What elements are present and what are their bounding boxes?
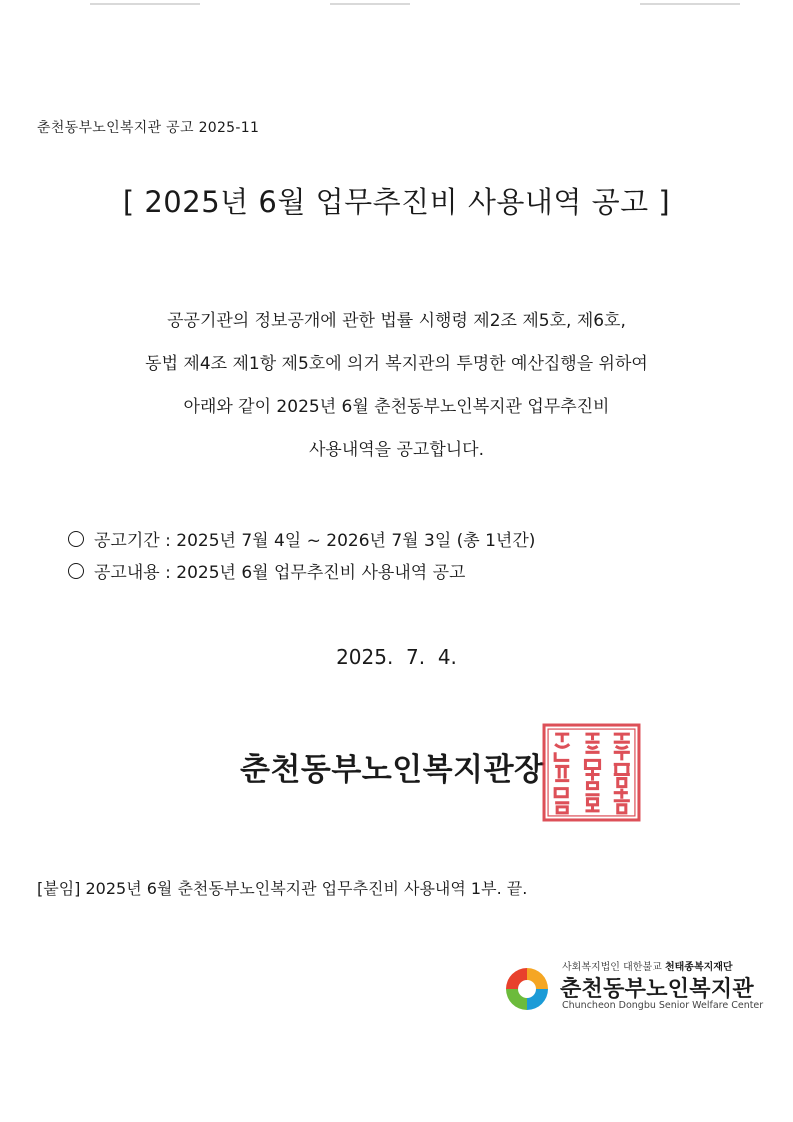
- signer-title: 춘천동부노인복지관장: [240, 752, 545, 788]
- announcement-info-list: [68, 525, 535, 589]
- scan-edge-mark: [90, 3, 200, 5]
- body-line: 사용내역을 공고합니다.: [308, 440, 485, 460]
- document-number: 춘천동부노인복지관 공고 2025-11: [37, 120, 260, 136]
- center-name: 춘천동부노인복지관: [560, 977, 754, 1002]
- seal-mark: [544, 725, 639, 820]
- body-line: 공공기관의 정보공개에 관한 법률 시행령 제2조 제5호, 제6호,: [167, 311, 626, 331]
- circle-bullet-icon: [68, 531, 84, 547]
- info-value: 2025년 6월 업무추진비 사용내역 공고: [176, 563, 466, 583]
- info-label: 공고내용: [94, 563, 160, 583]
- center-english-name: Chuncheon Dongbu Senior Welfare Center: [562, 1000, 764, 1011]
- announcement-body: [0, 300, 793, 472]
- info-separator: :: [159, 563, 177, 583]
- body-line: 동법 제4조 제1항 제5호에 의거 복지관의 투명한 예산집행을 위하여: [145, 354, 648, 374]
- organization-logo: [502, 958, 762, 1018]
- scan-edge-mark: [640, 3, 740, 5]
- info-period: [68, 525, 535, 557]
- foundation-name: [562, 958, 733, 973]
- info-separator: :: [159, 531, 177, 551]
- announcement-date: 2025. 7. 4.: [336, 645, 457, 669]
- foundation-bold-name: 천태종복지재단: [664, 962, 733, 973]
- official-seal-icon: [541, 722, 642, 823]
- swirl-logo-icon: [502, 964, 552, 1014]
- attachment-note: [붙임] 2025년 6월 춘천동부노인복지관 업무추진비 사용내역 1부. 끝.: [37, 879, 528, 898]
- scan-edge-mark: [330, 3, 410, 5]
- circle-bullet-icon: [68, 563, 84, 579]
- info-content: [68, 557, 535, 589]
- body-line: 아래와 같이 2025년 6월 춘천동부노인복지관 업무추진비: [183, 397, 610, 417]
- info-label: 공고기간: [94, 531, 160, 551]
- info-value: 2025년 7월 4일 ~ 2026년 7월 3일 (총 1년간): [176, 531, 536, 551]
- document-title: [ 2025년 6월 업무추진비 사용내역 공고 ]: [122, 185, 671, 219]
- foundation-prefix: 사회복지법인 대한불교: [562, 962, 665, 973]
